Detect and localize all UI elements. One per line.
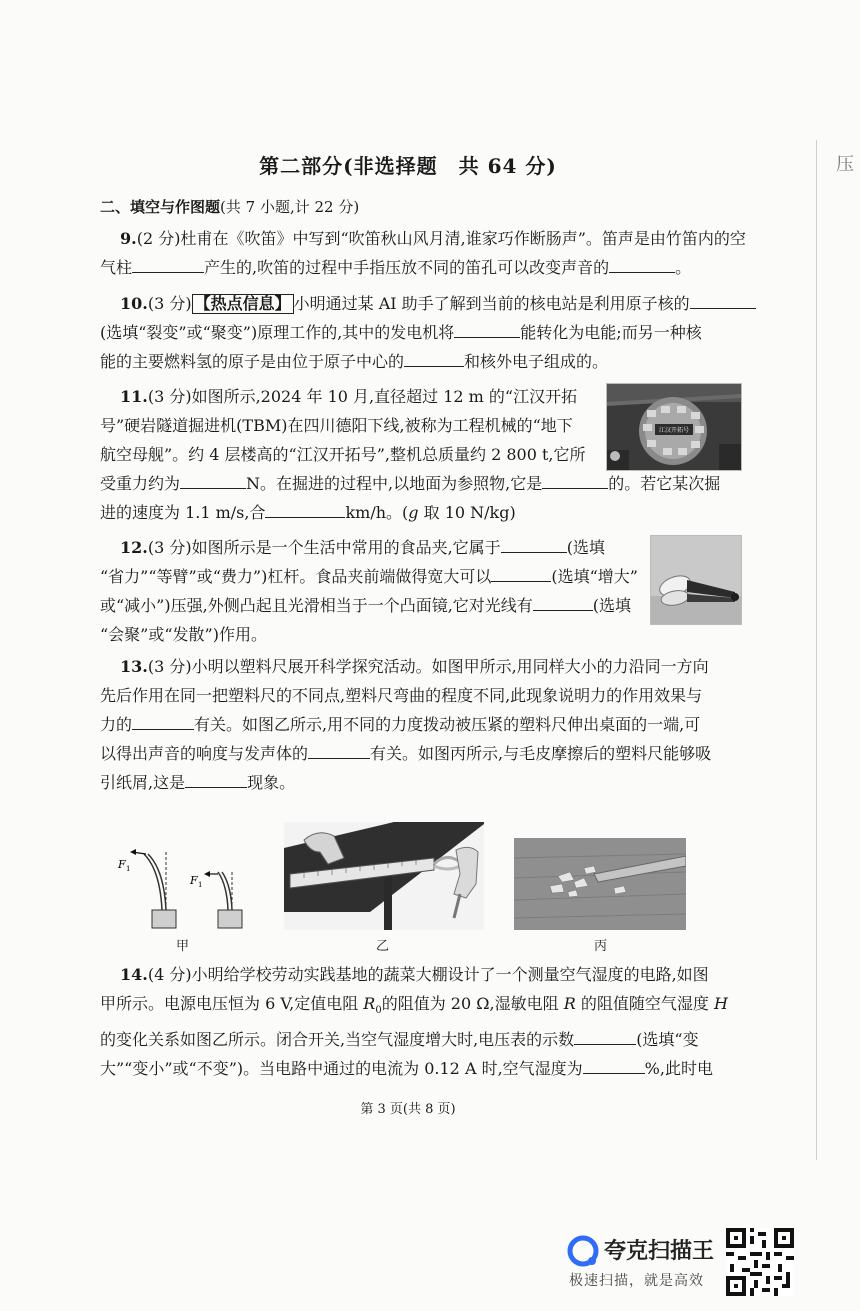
answer-blank[interactable] <box>132 256 204 273</box>
q10-text: 能的主要燃料氢的原子是由位于原子中心的 <box>100 352 405 371</box>
q14-text: 的阻值随空气湿度 <box>575 994 714 1013</box>
q11-text: 号”硬岩隧道掘进机(TBM)在四川德阳下线,被称为工程机械的“地下 <box>100 416 573 435</box>
figure-label-yi: 乙 <box>376 939 390 954</box>
section-heading-note: (共 7 小题,计 22 分) <box>220 198 360 216</box>
q13-text: 有关。如图丙所示,与毛皮摩擦后的塑料尺能够吸 <box>370 744 712 763</box>
force-label-f1: F <box>190 874 198 887</box>
q10-text: 和核外电子组成的。 <box>464 352 609 371</box>
q13-text: 有关。如图乙所示,用不同的力度拨动被压紧的塑料尺伸出桌面的一端,可 <box>194 715 701 734</box>
q9-text-line1: (2 分)杜甫在《吹笛》中写到“吹笛秋山风月清,谁家巧作断肠声”。笛声是由竹笛内的空 <box>136 229 746 248</box>
question-number: 14. <box>120 965 148 984</box>
g-symbol: g <box>408 503 419 522</box>
q12-text: 或“减小”)压强,外侧凸起且光滑相当于一个凸面镜,它对光线有 <box>100 596 533 615</box>
q11-text-line1: (3 分)如图所示,2024 年 10 月,直径超过 12 m 的“江汉开拓 <box>147 387 578 406</box>
q14-text: 甲所示。电源电压恒为 6 V,定值电阻 <box>100 994 364 1013</box>
symbol-h: H <box>713 994 728 1013</box>
question-10 <box>100 289 760 376</box>
figure-jia-ruler-bending <box>114 840 254 935</box>
force-label-subscript: 1 <box>126 865 131 873</box>
section-heading-bold: 二、填空与作图题 <box>100 198 221 216</box>
question-number: 11. <box>120 387 148 406</box>
scanner-brand-name: 夸克扫描王 <box>604 1239 715 1264</box>
margin-rule <box>816 140 817 1160</box>
answer-blank[interactable] <box>180 472 246 489</box>
food-tongs-photo <box>650 535 742 625</box>
q12-text: “会聚”或“发散”)作用。 <box>100 625 267 644</box>
q12-text: (选填 <box>592 596 632 615</box>
q12-text: “省力”“等臂”或“费力”)杠杆。食品夹前端做得宽大可以 <box>100 567 492 586</box>
q10-text-line1: 小明通过某 AI 助手了解到当前的核电站是利用原子核的 <box>293 294 690 313</box>
quark-logo-icon <box>566 1234 600 1268</box>
section-heading <box>100 196 359 217</box>
q10-points: (3 分) <box>147 294 192 313</box>
answer-blank[interactable] <box>533 594 593 611</box>
page-footer: 第 3 页(共 8 页) <box>360 1102 456 1117</box>
q10-text: (选填“裂变”或“聚变”)原理工作的,其中的发电机将 <box>100 323 455 342</box>
answer-blank[interactable] <box>308 742 370 759</box>
q14-text: (4 分)小明给学校劳动实践基地的蔬菜大棚设计了一个测量空气湿度的电路,如图 <box>147 965 709 984</box>
figure-yi-ruler-vibration <box>284 822 484 930</box>
answer-blank[interactable] <box>454 321 520 338</box>
q13-text: 现象。 <box>247 773 296 792</box>
q13-text: 以得出声音的响度与发声体的 <box>100 744 309 763</box>
q9-text: 产生的,吹笛的过程中手指压放不同的笛孔可以改变声音的 <box>204 258 610 277</box>
q9-text: 气柱 <box>100 258 133 277</box>
tbm-photo-caption: 江汉开拓号 <box>658 427 690 434</box>
force-label-subscript: 1 <box>198 881 203 889</box>
question-number: 10. <box>120 294 148 313</box>
edge-character: 压 <box>836 154 854 175</box>
answer-blank[interactable] <box>132 713 194 730</box>
q11-text: 的。若它某次掘 <box>608 474 721 493</box>
q13-text: (3 分)小明以塑料尺展开科学探究活动。如图甲所示,用同样大小的力沿同一方向 <box>147 657 709 676</box>
tbm-photo <box>606 383 742 471</box>
symbol-r0-subscript: 0 <box>375 1005 382 1017</box>
question-9 <box>100 224 750 282</box>
answer-blank[interactable] <box>690 292 756 309</box>
question-14 <box>100 960 760 1083</box>
q14-text: 的阻值为 20 Ω,湿敏电阻 <box>381 994 564 1013</box>
q11-text: 航空母舰”。约 4 层楼高的“江汉开拓号”,整机总质量约 2 800 t,它所 <box>100 445 586 464</box>
answer-blank[interactable] <box>501 536 567 553</box>
q14-text: 的变化关系如图乙所示。闭合开关,当空气湿度增大时,电压表的示数 <box>100 1030 575 1050</box>
question-number: 9. <box>120 229 137 248</box>
question-number: 12. <box>120 538 148 557</box>
figure-label-jia: 甲 <box>176 939 190 954</box>
q14-text: (选填“变 <box>636 1030 699 1050</box>
hot-info-tag: 【热点信息】 <box>192 294 294 314</box>
q11-text: N。在掘进的过程中,以地面为参照物,它是 <box>246 474 543 493</box>
part-title: 第二部分(非选择题 共 64 分) <box>259 154 557 178</box>
q10-text: 能转化为电能;而另一种核 <box>520 323 702 342</box>
answer-blank[interactable] <box>574 1028 636 1045</box>
symbol-r: R <box>563 994 576 1013</box>
force-label-f1: F <box>118 858 126 871</box>
q11-text: 受重力约为 <box>100 474 181 493</box>
symbol-r0: R <box>363 994 376 1013</box>
q13-text: 先后作用在同一把塑料尺的不同点,塑料尺弯曲的程度不同,此现象说明力的作用效果与 <box>100 686 703 705</box>
scanner-slogan: 极速扫描，就是高效 <box>569 1273 704 1289</box>
answer-blank[interactable] <box>265 501 345 518</box>
q12-text: (3 分)如图所示是一个生活中常用的食品夹,它属于 <box>147 538 501 557</box>
answer-blank[interactable] <box>491 565 551 582</box>
answer-blank[interactable] <box>185 771 247 788</box>
question-13 <box>100 652 760 797</box>
q13-text: 力的 <box>100 715 133 734</box>
answer-blank[interactable] <box>404 350 464 367</box>
q9-text: 。 <box>675 258 692 277</box>
question-number: 13. <box>120 657 148 676</box>
q14-text: 大”“变小”或“不变”)。当电路中通过的电流为 0.12 A 时,空气湿度为 <box>100 1059 583 1079</box>
q12-text: (选填“增大” <box>551 567 638 586</box>
q11-text: 进的速度为 1.1 m/s,合 <box>100 503 266 522</box>
q11-text: 取 10 N/kg) <box>418 503 516 522</box>
answer-blank[interactable] <box>609 256 675 273</box>
answer-blank[interactable] <box>583 1057 645 1074</box>
figure-label-bing: 丙 <box>594 939 608 954</box>
q14-text: %,此时电 <box>644 1059 713 1079</box>
answer-blank[interactable] <box>542 472 608 489</box>
q12-text: (选填 <box>566 538 605 557</box>
q11-text: km/h。( <box>345 503 409 522</box>
q13-text: 引纸屑,这是 <box>100 773 186 792</box>
qr-code-icon <box>726 1228 794 1296</box>
figure-bing-paper-scraps <box>514 838 686 930</box>
